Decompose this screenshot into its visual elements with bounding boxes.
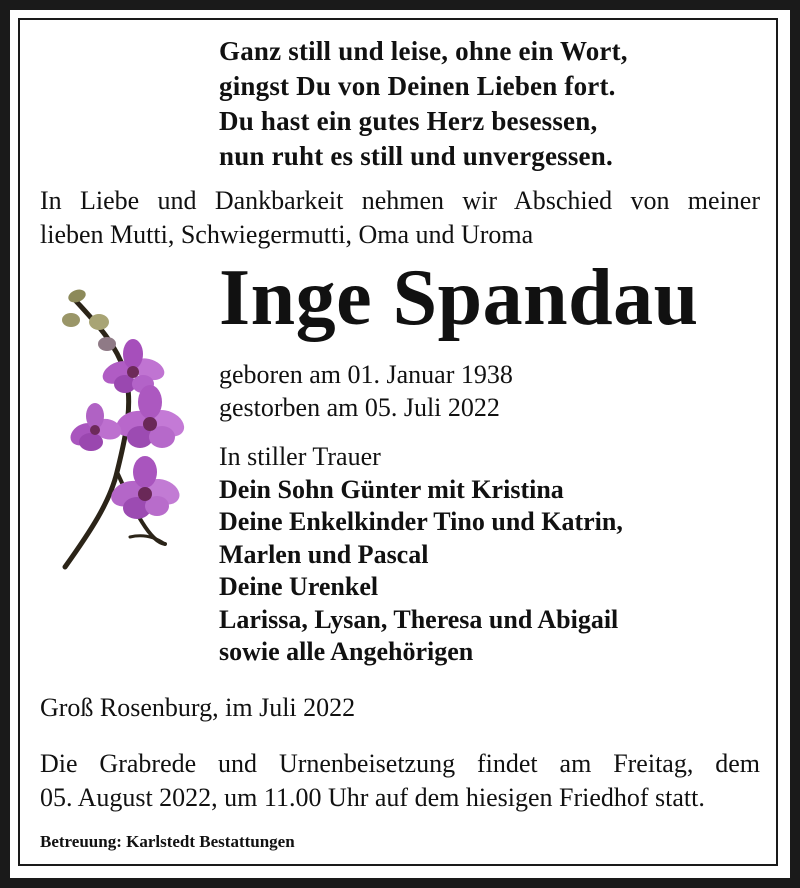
poem-line: Ganz still und leise, ohne ein Wort, (219, 36, 628, 66)
life-dates (219, 358, 513, 424)
mourner-line: Marlen und Pascal (219, 539, 429, 569)
mourners-heading: In stiller Trauer (219, 442, 381, 471)
funeral-info (40, 747, 760, 815)
poem-line: nun ruht es still und unvergessen. (219, 141, 613, 171)
death-date: gestorben am 05. Juli 2022 (219, 393, 500, 422)
orchid-image (55, 282, 185, 580)
funeral-home: Betreuung: Karlstedt Bestattungen (40, 832, 295, 851)
birth-date: geboren am 01. Januar 1938 (219, 360, 513, 389)
intro-line: In Liebe und Dankbarkeit nehmen wir Abschied von meiner (40, 186, 760, 215)
funeral-line: 05. August 2022, um 11.00 Uhr auf dem hiesigen Friedhof statt. (40, 783, 705, 812)
mourner-line: Deine Urenkel (219, 572, 379, 601)
poem-line: Du hast ein gutes Herz besessen, (219, 106, 598, 136)
poem-line: gingst Du von Deinen Lieben fort. (219, 71, 616, 101)
deceased-name: Inge Spandau (219, 254, 699, 342)
mourner-line: sowie alle Angehörigen (219, 637, 474, 666)
intro-text (40, 184, 760, 252)
funeral-line: Die Grabrede und Urnenbeisetzung findet am Freitag, dem (40, 749, 760, 778)
mourner-line: Deine Enkelkinder Tino und Katrin, (219, 507, 623, 536)
intro-line: lieben Mutti, Schwiegermutti, Oma und Uroma (40, 220, 534, 249)
mourner-line: Dein Sohn Günter mit Kristina (219, 474, 564, 504)
mourner-line: Larissa, Lysan, Theresa und Abigail (219, 604, 619, 634)
poem (219, 34, 628, 174)
mourners-block (219, 441, 623, 669)
place-date: Groß Rosenburg, im Juli 2022 (40, 693, 356, 722)
